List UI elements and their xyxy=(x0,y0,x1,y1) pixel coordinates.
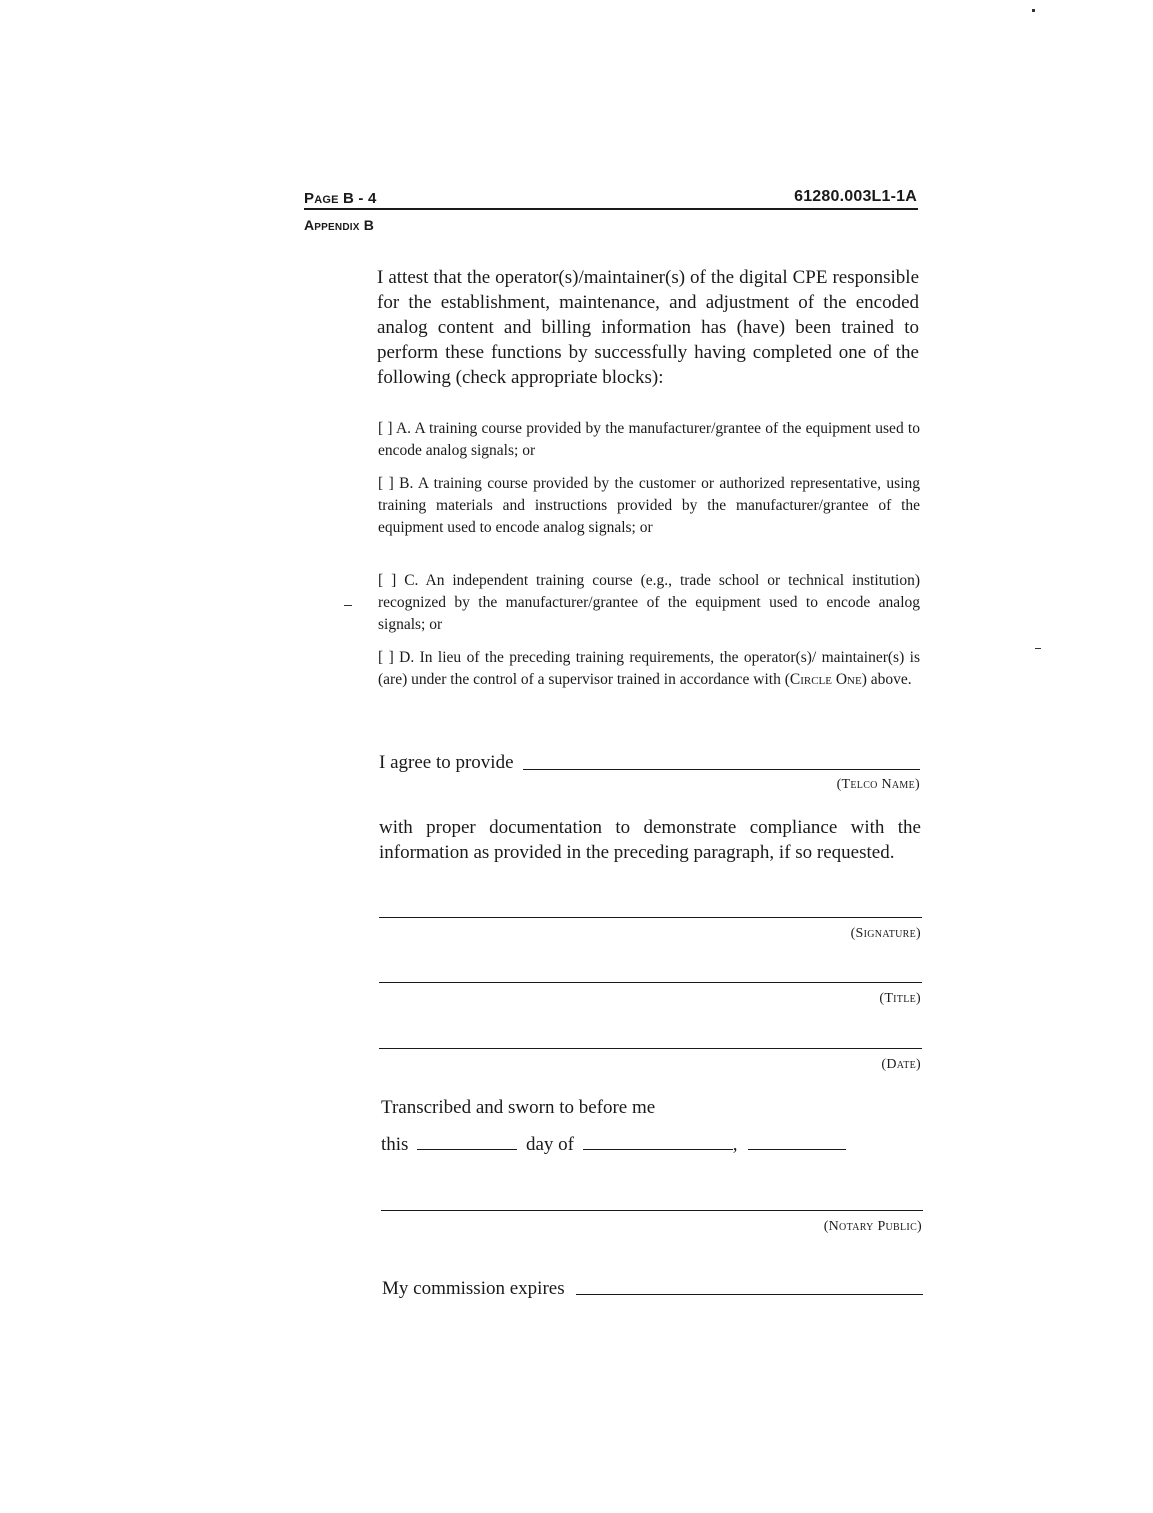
scan-mark xyxy=(1032,9,1035,12)
commission-expires-field[interactable] xyxy=(576,1294,923,1295)
option-b: [ ] B. A training course provided by the customer or authorized representative, using training materials and instructions provided by the manufacturer/grantee of the equipment used to encode analog signals; or xyxy=(378,475,921,536)
title-caption: (Title) xyxy=(879,991,921,1006)
option-b-checkbox[interactable]: [ ] xyxy=(378,475,394,492)
option-c-checkbox[interactable]: [ ] xyxy=(378,572,397,589)
sworn-line: Transcribed and sworn to before me xyxy=(381,1097,656,1118)
option-d: [ ] D. In lieu of the preceding training requirements, the operator(s)/ maintainer(s) is (are) under the control of a supervisor trained in accordance with (Circle One) above. xyxy=(378,649,920,688)
date-line: this day of , xyxy=(381,1134,846,1156)
scan-mark xyxy=(1035,648,1041,649)
document-number: 61280.003L1-1A xyxy=(794,188,917,205)
signature-field[interactable] xyxy=(379,917,922,918)
header-rule xyxy=(304,208,918,210)
title-field[interactable] xyxy=(379,982,922,983)
notary-caption: (Notary Public) xyxy=(823,1219,922,1234)
option-c: [ ] C. An independent training course (e.g., trade school or technical institution) recognized by the manufacturer/grantee of the equipment used to encode analog signals; or xyxy=(378,572,920,633)
appendix-label: Appendix B xyxy=(304,217,375,233)
telco-name-caption: (Telco Name) xyxy=(836,777,920,792)
attestation-intro: I attest that the operator(s)/maintainer(s) of the digital CPE responsible for the establishment, maintenance, and adjustment of the encoded analog content and billing information has (have) been trained to perform these functions by successfully having completed one of the following (check appropriate blocks): xyxy=(377,267,919,388)
day-field[interactable] xyxy=(417,1135,517,1150)
notary-signature-field[interactable] xyxy=(381,1210,923,1211)
signature-caption: (Signature) xyxy=(850,926,921,941)
date-caption: (Date) xyxy=(881,1057,921,1072)
option-d-checkbox[interactable]: [ ] xyxy=(378,649,394,666)
agree-line: I agree to provide xyxy=(379,752,514,773)
scan-mark xyxy=(344,605,352,606)
option-a-checkbox[interactable]: [ ] xyxy=(378,420,393,437)
telco-name-field[interactable] xyxy=(523,769,920,770)
agreement-body: with proper documentation to demonstrate compliance with the information as provided in the preceding paragraph, if so requested. xyxy=(379,817,921,863)
commission-line: My commission expires xyxy=(382,1278,565,1299)
year-field[interactable] xyxy=(748,1135,846,1150)
date-field[interactable] xyxy=(379,1048,922,1049)
option-a: [ ] A. A training course provided by the manufacturer/grantee of the equipment used to encode analog signals; or xyxy=(378,420,920,459)
month-field[interactable] xyxy=(583,1135,733,1150)
page-label: Page B - 4 xyxy=(304,190,377,207)
